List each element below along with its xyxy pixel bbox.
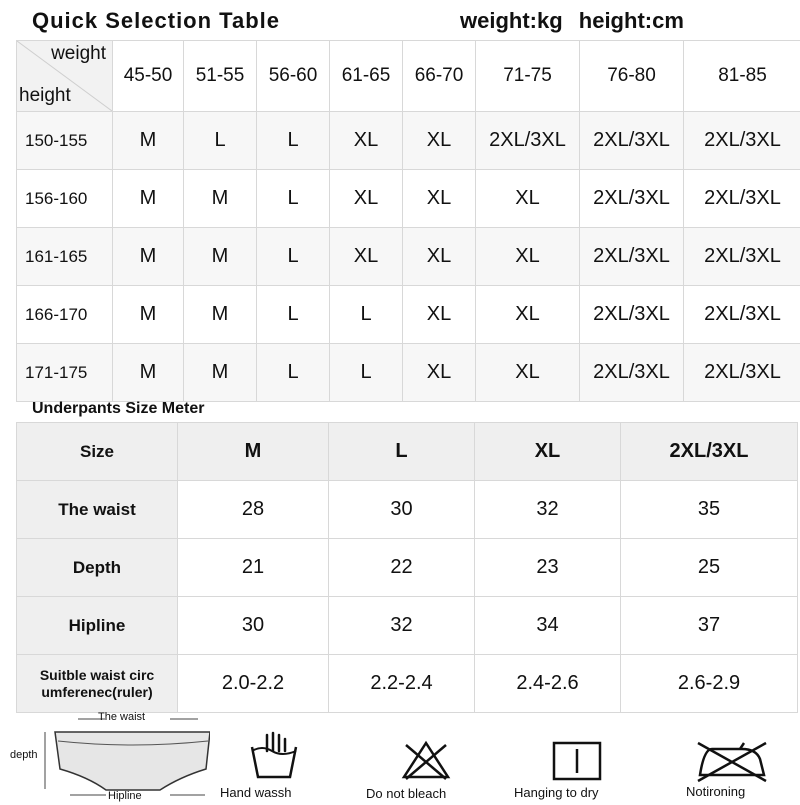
value-cell: 2.2-2.4 — [329, 655, 475, 713]
size-cell: 2XL/3XL — [580, 112, 684, 170]
row-label — [17, 655, 178, 713]
no-iron-item — [672, 705, 792, 800]
hang-dry-icon — [510, 705, 645, 785]
weight-header: 56-60 — [257, 41, 330, 112]
size-cell: L — [184, 112, 257, 170]
size-cell: 2XL/3XL — [684, 286, 800, 344]
no-iron-label: Notironing — [686, 784, 745, 799]
hang-dry-item — [510, 705, 645, 800]
size-cell: XL — [403, 112, 476, 170]
size-cell: XL — [330, 228, 403, 286]
table-row — [17, 286, 800, 344]
underpants-section-title: Underpants Size Meter — [32, 400, 204, 418]
weight-header: 51-55 — [184, 41, 257, 112]
table-header-row — [17, 41, 800, 112]
size-cell: M — [113, 228, 184, 286]
size-cell: L — [257, 228, 330, 286]
no-bleach-icon — [362, 705, 492, 785]
row-label: The waist — [17, 481, 178, 539]
size-cell: 2XL/3XL — [684, 112, 800, 170]
size-cell: XL — [476, 286, 580, 344]
size-cell: M — [113, 170, 184, 228]
value-cell: 21 — [178, 539, 329, 597]
size-cell: XL — [330, 112, 403, 170]
size-cell: L — [330, 286, 403, 344]
weight-header: 66-70 — [403, 41, 476, 112]
size-cell: L — [257, 112, 330, 170]
value-cell: 2.4-2.6 — [475, 655, 621, 713]
value-cell: 23 — [475, 539, 621, 597]
ruler-label-line1: Suitble waist circ — [40, 667, 154, 683]
size-cell: L — [257, 170, 330, 228]
weight-header: 81-85 — [684, 41, 800, 112]
table-row — [17, 539, 798, 597]
units-note: weight:kg height:cm — [460, 8, 684, 34]
size-cell: L — [330, 344, 403, 402]
diagram-depth-label: depth — [10, 749, 38, 761]
no-bleach-label: Do not bleach — [366, 786, 446, 801]
table-row — [17, 228, 800, 286]
size-cell: 2XL/3XL — [684, 228, 800, 286]
size-cell: L — [257, 344, 330, 402]
care-strip — [0, 705, 800, 800]
value-cell: 22 — [329, 539, 475, 597]
value-cell: 35 — [621, 481, 798, 539]
height-header: 161-165 — [17, 228, 113, 286]
weight-header: 45-50 — [113, 41, 184, 112]
size-header: 2XL/3XL — [621, 423, 798, 481]
table-row — [17, 597, 798, 655]
hand-wash-item — [212, 705, 332, 800]
table-row — [17, 481, 798, 539]
header — [0, 0, 800, 40]
size-cell: 2XL/3XL — [684, 170, 800, 228]
height-header: 171-175 — [17, 344, 113, 402]
corner-height-label: height — [19, 85, 71, 107]
hand-wash-icon — [212, 705, 332, 785]
size-cell: 2XL/3XL — [580, 170, 684, 228]
row-label: Hipline — [17, 597, 178, 655]
value-cell: 30 — [178, 597, 329, 655]
value-cell: 32 — [475, 481, 621, 539]
size-cell: XL — [403, 228, 476, 286]
size-cell: M — [184, 344, 257, 402]
size-cell: XL — [403, 286, 476, 344]
size-cell: XL — [476, 228, 580, 286]
page-title: Quick Selection Table — [32, 8, 280, 34]
no-bleach-item — [362, 705, 492, 800]
size-cell: M — [184, 228, 257, 286]
weight-header: 61-65 — [330, 41, 403, 112]
diagram-waist-label: The waist — [98, 711, 145, 723]
weight-header: 76-80 — [580, 41, 684, 112]
weight-header: 71-75 — [476, 41, 580, 112]
size-cell: XL — [476, 170, 580, 228]
height-header: 156-160 — [17, 170, 113, 228]
size-cell: M — [113, 344, 184, 402]
diagram-hipline-label: Hipline — [108, 790, 142, 802]
no-iron-icon — [672, 705, 792, 785]
underpants-size-table — [16, 422, 798, 713]
size-cell: 2XL/3XL — [580, 228, 684, 286]
row-label: Depth — [17, 539, 178, 597]
size-cell: M — [184, 286, 257, 344]
size-cell: M — [113, 112, 184, 170]
value-cell: 25 — [621, 539, 798, 597]
size-cell: M — [184, 170, 257, 228]
ruler-label-line2: umferenec(ruler) — [41, 684, 152, 700]
size-cell: L — [257, 286, 330, 344]
underpants-diagram — [10, 707, 210, 800]
size-cell: 2XL/3XL — [684, 344, 800, 402]
hand-wash-label: Hand wassh — [220, 785, 292, 800]
size-cell: M — [113, 286, 184, 344]
size-cell: XL — [403, 170, 476, 228]
size-cell: 2XL/3XL — [580, 344, 684, 402]
size-cell: 2XL/3XL — [476, 112, 580, 170]
value-cell: 2.6-2.9 — [621, 655, 798, 713]
size-cell: XL — [330, 170, 403, 228]
value-cell: 28 — [178, 481, 329, 539]
size-header: M — [178, 423, 329, 481]
size-label: Size — [17, 423, 178, 481]
size-cell: 2XL/3XL — [580, 286, 684, 344]
value-cell: 2.0-2.2 — [178, 655, 329, 713]
value-cell: 37 — [621, 597, 798, 655]
table-row — [17, 170, 800, 228]
size-cell: XL — [403, 344, 476, 402]
size-header: L — [329, 423, 475, 481]
size-header: XL — [475, 423, 621, 481]
size-cell: XL — [476, 344, 580, 402]
table-corner-cell — [17, 41, 113, 112]
value-cell: 32 — [329, 597, 475, 655]
quick-selection-table — [16, 40, 800, 402]
table-header-row — [17, 423, 798, 481]
height-header: 150-155 — [17, 112, 113, 170]
hang-dry-label: Hanging to dry — [514, 785, 599, 800]
table-row — [17, 655, 798, 713]
value-cell: 30 — [329, 481, 475, 539]
table-row — [17, 344, 800, 402]
table-row — [17, 112, 800, 170]
value-cell: 34 — [475, 597, 621, 655]
corner-weight-label: weight — [51, 43, 106, 65]
height-header: 166-170 — [17, 286, 113, 344]
